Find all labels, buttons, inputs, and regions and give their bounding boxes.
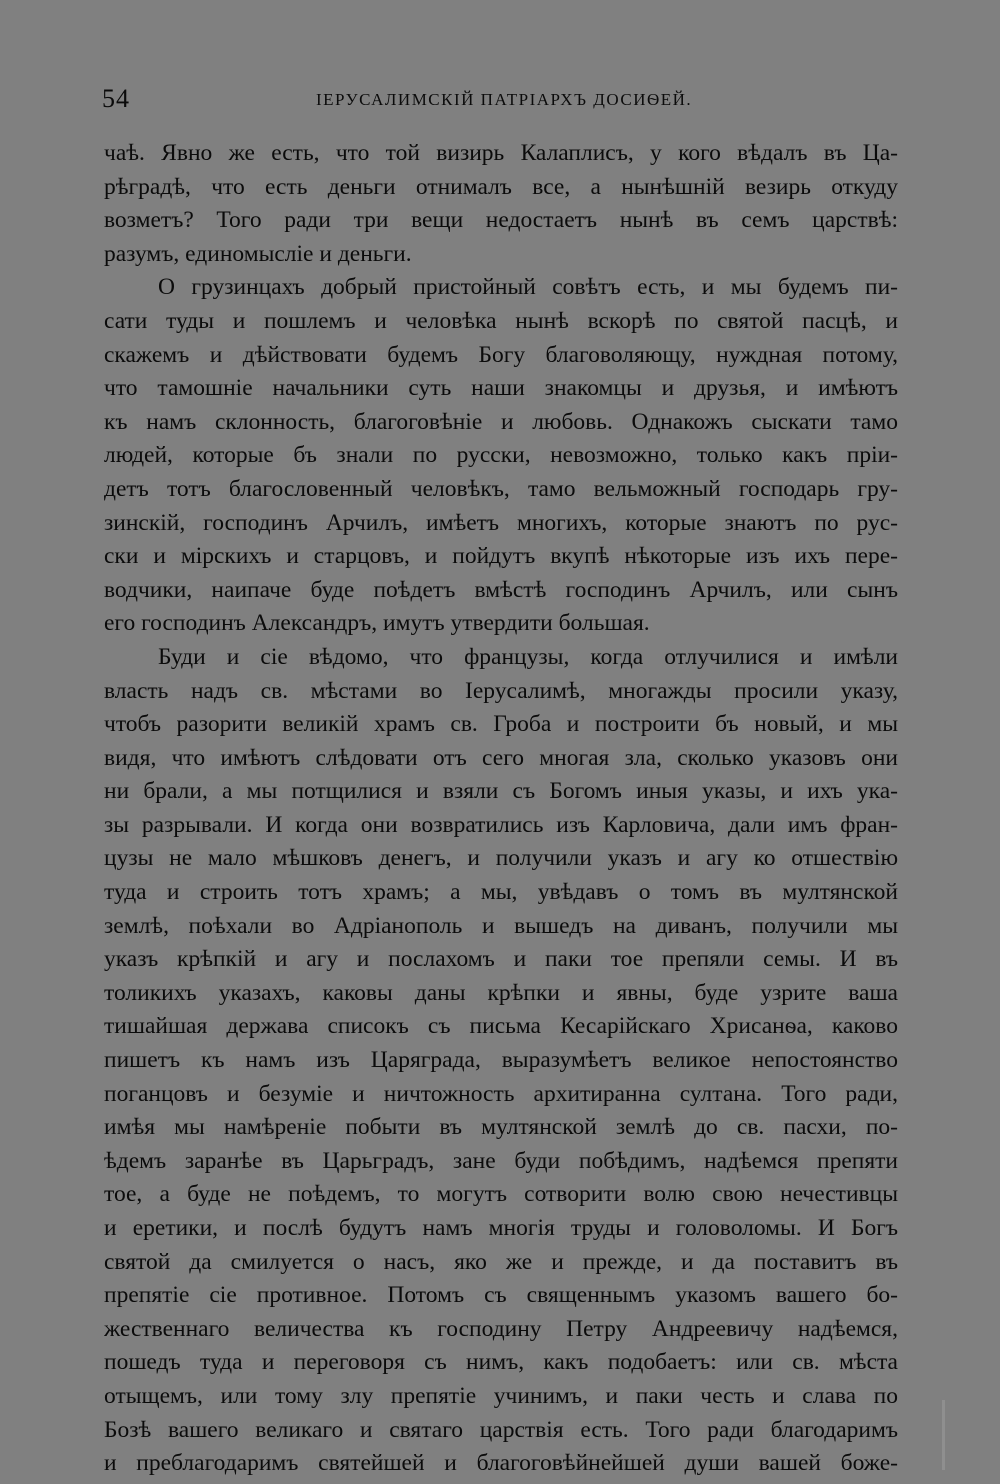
text-line: пишетъ къ намъ изъ Царяграда, выразумѣетъ великое непостоянство xyxy=(104,1047,898,1074)
text-line: сати туды и пошлемъ и человѣка нынѣ вскорѣ по святой пасцѣ, и xyxy=(104,307,898,334)
text-line: возметъ? Того ради три вещи недостаетъ нынѣ въ семъ царствѣ: xyxy=(104,207,898,234)
text-line: тишайшая держава списокъ съ письма Кесарійскаго Хрисанѳа, каково xyxy=(104,1013,898,1040)
text-line: землѣ, поѣхали во Адріанополь и вышедъ на диванъ, получили мы xyxy=(104,912,898,939)
text-line: Буди и сіе вѣдомо, что французы, когда отлучилися и имѣли xyxy=(158,643,898,670)
text-line: цузы не мало мѣшковъ денегъ, и получили указъ и агу ко отшествію xyxy=(104,845,898,872)
text-line: тое, а буде не поѣдемъ, то могутъ сотворити волю свою нечестивцы xyxy=(104,1181,898,1208)
text-line: указъ крѣпкій и агу и послахомъ и паки тое препяли семы. И въ xyxy=(104,946,898,973)
text-line: что тамошніе начальники суть наши знакомцы и друзья, и имѣютъ xyxy=(104,375,898,402)
text-line: О грузинцахъ добрый пристойный совѣтъ есть, и мы будемъ пи- xyxy=(158,274,898,301)
page-header xyxy=(102,84,902,114)
text-line: чтобъ разорити великій храмъ св. Гроба и построити бъ новый, и мы xyxy=(104,711,898,738)
text-line: зы разрывали. И когда они возвратились изъ Карловича, дали имъ фран- xyxy=(104,811,898,838)
text-line: и преблагодаримъ святейшей и благоговѣйнейшей души вашей боже- xyxy=(104,1450,898,1477)
text-line: ѣдемъ заранѣе въ Царьградъ, зане буди побѣдимъ, надѣемся препяти xyxy=(104,1147,898,1174)
text-line: зинскій, господинъ Арчилъ, имѣетъ многихъ, которые знаютъ по рус- xyxy=(104,509,898,536)
text-line: поганцовъ и безуміе и ничтожность архитиранна султана. Того ради, xyxy=(104,1080,898,1107)
running-title: ІЕРУСАЛИМСКІЙ ПАТРІАРХЪ ДОСИѲЕЙ. xyxy=(316,90,693,109)
text-line: ни брали, а мы потщилися и взяли съ Богомъ иныя указы, и ихъ ука- xyxy=(104,778,898,805)
text-line: толикихъ указахъ, каковы даны крѣпки и явны, буде узрите ваша xyxy=(104,979,898,1006)
text-line: рѣградѣ, что есть деньги отнималъ все, а нынѣшній везирь откуду xyxy=(104,173,898,200)
page-edge-mark xyxy=(942,1400,945,1470)
text-line: детъ тотъ благословенный человѣкъ, тамо вельможный господарь гру- xyxy=(104,475,898,502)
text-line: къ намъ склонность, благоговѣніе и любовь. Однакожъ сыскати тамо xyxy=(104,408,898,435)
page-number: 54 xyxy=(102,84,130,113)
text-line: его господинъ Александръ, имутъ утвердити большая. xyxy=(104,610,650,637)
text-line: видя, что имѣютъ слѣдовати отъ сего многая зла, сколько указовъ они xyxy=(104,744,898,771)
text-line: туда и строить тотъ храмъ; а мы, увѣдавъ о томъ въ мултянской xyxy=(104,879,898,906)
text-line: жественнаго величества къ господину Петру Андреевичу надѣемся, xyxy=(104,1315,898,1342)
text-line: отыщемъ, или тому злу препятіе учинимъ, и паки честь и слава по xyxy=(104,1382,898,1409)
text-line: власть надъ св. мѣстами во Іерусалимѣ, многажды просили указу, xyxy=(104,677,898,704)
text-line: и еретики, и послѣ будутъ намъ многія труды и головоломы. И Богъ xyxy=(104,1215,898,1241)
text-line: пошедъ туда и переговоря съ нимъ, какъ подобаетъ: или св. мѣста xyxy=(104,1349,898,1376)
body-text xyxy=(104,137,898,1481)
text-line: ски и мірскихъ и старцовъ, и пойдутъ вкупѣ нѣкоторые изъ ихъ пере- xyxy=(104,543,898,570)
text-line: скажемъ и дѣйствовати будемъ Богу благоволяющу, нуждная потому, xyxy=(104,341,898,368)
text-line: чаѣ. Явно же есть, что той визирь Калаплисъ, у кого вѣдалъ въ Ца- xyxy=(104,140,898,166)
text-line: разумъ, единомысліе и деньги. xyxy=(104,240,412,267)
text-line: Бозѣ вашего великаго и святаго царствія есть. Того ради благодаримъ xyxy=(104,1416,898,1443)
text-line: людей, которые бъ знали по русски, невозможно, только какъ прiи- xyxy=(104,442,898,469)
text-line: водчики, наипаче буде поѣдетъ вмѣстѣ господинъ Арчилъ, или сынъ xyxy=(104,576,898,603)
text-line: препятіе сіе противное. Потомъ съ священнымъ указомъ вашего бо- xyxy=(104,1282,898,1309)
text-line: святой да смилуется о насъ, яко же и прежде, и да поставитъ въ xyxy=(104,1248,898,1275)
text-line: имѣя мы намѣреніе побыти въ мултянской землѣ до св. пасхи, по- xyxy=(104,1114,898,1141)
